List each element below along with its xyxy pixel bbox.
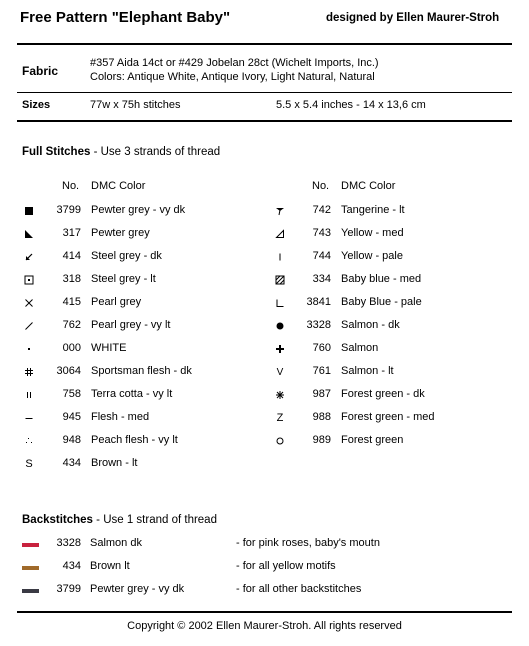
thread-color: Sportsman flesh - dk — [91, 365, 192, 377]
designer-credit: designed by Ellen Maurer-Stroh — [326, 12, 500, 24]
thread-number: 3328 — [306, 319, 331, 331]
thread-color: Salmon dk — [90, 537, 142, 549]
letter-s-icon: S — [25, 458, 33, 470]
letter-z-icon: Z — [276, 412, 284, 424]
full-stitches-heading: Full Stitches — [22, 146, 91, 158]
small-dot-icon — [22, 342, 36, 356]
thread-color: Steel grey - lt — [91, 273, 156, 285]
triangle-corner-icon — [22, 227, 36, 241]
thread-number: 945 — [62, 411, 81, 423]
thread-color: Pearl grey — [91, 296, 142, 308]
thread-number: 000 — [62, 342, 81, 354]
thread-color: Salmon - lt — [341, 365, 394, 377]
dash-icon — [22, 411, 36, 425]
thread-number: 948 — [62, 434, 81, 446]
thread-color: Forest green - dk — [341, 388, 425, 400]
filled-circle-icon — [273, 319, 287, 333]
thread-number: 988 — [312, 411, 331, 423]
thread-number: 415 — [62, 296, 81, 308]
thread-color: Baby Blue - pale — [341, 296, 422, 308]
col-header-no-left: No. — [62, 180, 80, 192]
thread-color: Brown lt — [90, 560, 130, 572]
thread-number: 987 — [312, 388, 331, 400]
thread-number: 761 — [312, 365, 331, 377]
thread-number: 3799 — [56, 204, 81, 216]
thread-number: 762 — [62, 319, 81, 331]
double-bar-icon — [22, 388, 36, 402]
thread-number: 3328 — [56, 537, 81, 549]
slash-icon — [22, 319, 36, 333]
thread-number: 989 — [312, 434, 331, 446]
thread-color: Baby blue - med — [341, 273, 422, 285]
thread-number: 3841 — [306, 296, 331, 308]
divider — [17, 120, 512, 122]
fabric-line-1: #357 Aida 14ct or #429 Jobelan 28ct (Wichelt Imports, Inc.) — [90, 57, 379, 69]
thread-color: Pearl grey - vy lt — [91, 319, 171, 331]
arrow-diagonal-icon — [22, 250, 36, 264]
corner-l-icon — [273, 296, 287, 310]
thread-number: 434 — [62, 560, 81, 572]
thread-color: Steel grey - dk — [91, 250, 162, 262]
full-stitches-heading-row — [22, 146, 220, 158]
backstitches-heading: Backstitches — [22, 514, 93, 526]
sizes-dimensions: 5.5 x 5.4 inches - 14 x 13,6 cm — [276, 99, 426, 111]
thread-color: Brown - lt — [91, 457, 138, 469]
thread-color: Salmon - dk — [341, 319, 400, 331]
thread-number: 318 — [62, 273, 81, 285]
sizes-label: Sizes — [22, 99, 51, 111]
thread-number: 3064 — [56, 365, 81, 377]
col-header-color-left: DMC Color — [91, 180, 146, 192]
thread-number: 743 — [312, 227, 331, 239]
thread-color: Forest green — [341, 434, 404, 446]
thread-color: Pewter grey - vy dk — [91, 204, 186, 216]
thread-color: Terra cotta - vy lt — [91, 388, 173, 400]
thread-color: Forest green - med — [341, 411, 435, 423]
dotted-square-icon — [22, 273, 36, 287]
thread-color: Pewter grey - vy dk — [90, 583, 185, 595]
thread-color: Flesh - med — [91, 411, 150, 423]
vertical-bar-icon — [273, 250, 287, 264]
thread-color: Tangerine - lt — [341, 204, 405, 216]
backstitch-use: - for all other backstitches — [236, 583, 362, 595]
divider — [17, 611, 512, 613]
thread-color: Salmon — [341, 342, 379, 354]
cross-icon — [22, 296, 36, 310]
thread-number: 317 — [62, 227, 81, 239]
backstitches-heading-row — [22, 514, 217, 526]
asterisk-icon — [273, 388, 287, 402]
full-stitches-note: - Use 3 strands of thread — [90, 146, 221, 158]
thread-number: 3799 — [56, 583, 81, 595]
col-header-color-right: DMC Color — [341, 180, 396, 192]
letter-v-icon: V — [276, 366, 284, 378]
thread-number: 742 — [312, 204, 331, 216]
fabric-label: Fabric — [22, 64, 59, 78]
backstitch-use: - for all yellow motifs — [236, 560, 336, 572]
thread-color: Yellow - pale — [341, 250, 403, 262]
backstitch-use: - for pink roses, baby's moutn — [236, 537, 380, 549]
fabric-line-2: Colors: Antique White, Antique Ivory, Light Natural, Natural — [90, 71, 375, 83]
sizes-stitches: 77w x 75h stitches — [90, 99, 181, 111]
thread-number: 414 — [62, 250, 81, 262]
filled-square-icon — [22, 204, 36, 218]
thread-number: 334 — [312, 273, 331, 285]
thread-color: Yellow - med — [341, 227, 404, 239]
col-header-no-right: No. — [312, 180, 330, 192]
plus-icon — [273, 342, 287, 356]
divider — [17, 92, 512, 93]
arrow-down-icon — [273, 204, 287, 218]
page-title: Free Pattern "Elephant Baby" — [20, 9, 231, 26]
thread-number: 758 — [62, 388, 81, 400]
copyright: Copyright © 2002 Ellen Maurer-Stroh. All rights reserved — [127, 620, 402, 632]
backstitches-note: - Use 1 strand of thread — [92, 514, 217, 526]
thread-color: WHITE — [91, 342, 127, 354]
triangle-outline-icon — [273, 227, 287, 241]
thread-color: Pewter grey — [91, 227, 150, 239]
thread-number: 760 — [312, 342, 331, 354]
thread-number: 744 — [312, 250, 331, 262]
divider — [17, 43, 512, 45]
three-dots-icon — [22, 434, 36, 448]
thread-number: 434 — [62, 457, 81, 469]
open-circle-icon — [273, 434, 287, 448]
thread-color: Peach flesh - vy lt — [91, 434, 178, 446]
hash-icon — [22, 365, 36, 379]
hatched-square-icon — [273, 273, 287, 287]
